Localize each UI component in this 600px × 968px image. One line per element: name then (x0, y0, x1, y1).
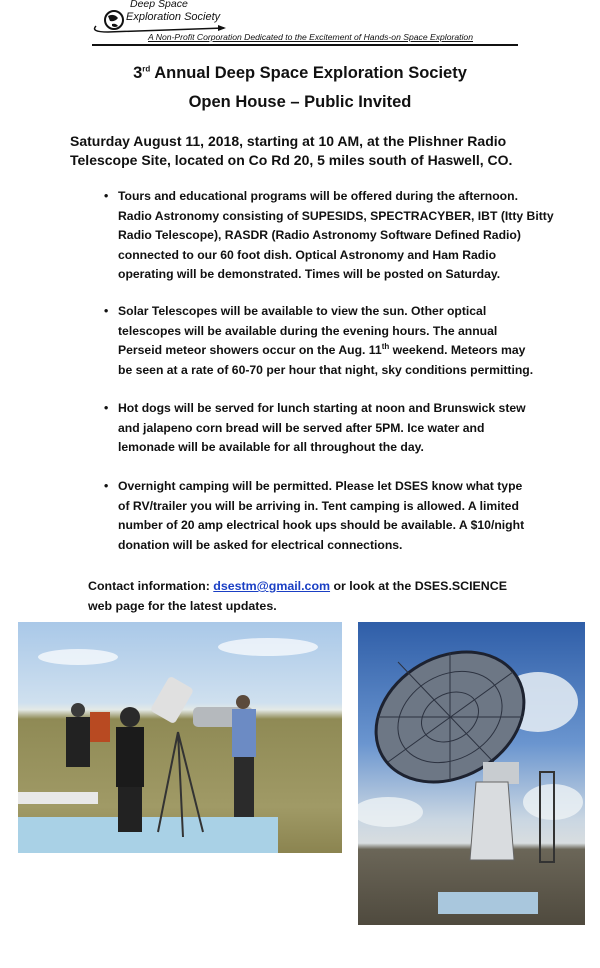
event-intro: Saturday August 11, 2018, starting at 10 AM, at the Plishner Radio Telescope Site, located on Co Rd 20, 5 miles south of Haswell, CO. (70, 133, 513, 168)
radio-dish-photo (358, 622, 585, 925)
bullet-camping: • Overnight camping will be permitted. Please let DSES know what type of RV/trailer you will be arriving in. Tent camping is allowed. A limited number of 20 amp electrical hook ups should be available. A $10/night donation will be asked for electrical connections. (104, 479, 525, 552)
title-line1: 3rd Annual Deep Space Exploration Society (133, 64, 467, 82)
logo-name-line1: Deep Space (130, 0, 188, 10)
header-rule (92, 44, 518, 46)
bullet-tours: • Tours and educational programs will be offered during the afternoon. Radio Astronomy consisting of SUPESIDS, SPECTRACYBER, IBT (Itty Bitty Radio Telescope), RASDR (Radio Astronomy Software Defined Radio) connected to our 60 foot dish. Optical Astronomy and Ham Radio operating will be demonstrated. Times will be posted on Saturday. (104, 189, 554, 282)
society-logo (92, 0, 522, 48)
title-line2: Open House – Public Invited (188, 93, 412, 111)
logo-name-line2: Exploration Society (126, 11, 221, 23)
email-link[interactable]: dsestm@gmail.com (213, 579, 331, 593)
contact-info: Contact information: dsestm@gmail.com or look at the DSES.SCIENCE web page for the latest updates. (88, 579, 507, 613)
bullet-solar: • Solar Telescopes will be available to view the sun. Other optical telescopes will be available during the evening hours. The annual Perseid meteor showers occur on the Aug. 11th weekend. Meteors may be seen at a rate of 60-70 per hour that night, sky conditions permitting. (104, 304, 534, 377)
logo-tagline: A Non-Profit Corporation Dedicated to the Excitement of Hands-on Space Exploration (148, 32, 473, 42)
bullet-food: • Hot dogs will be served for lunch starting at noon and Brunswick stew and jalapeno corn bread will be served after 5PM. Ice water and lemonade will be available for all throughout the day. (104, 401, 526, 455)
telescope-photo (18, 622, 342, 853)
